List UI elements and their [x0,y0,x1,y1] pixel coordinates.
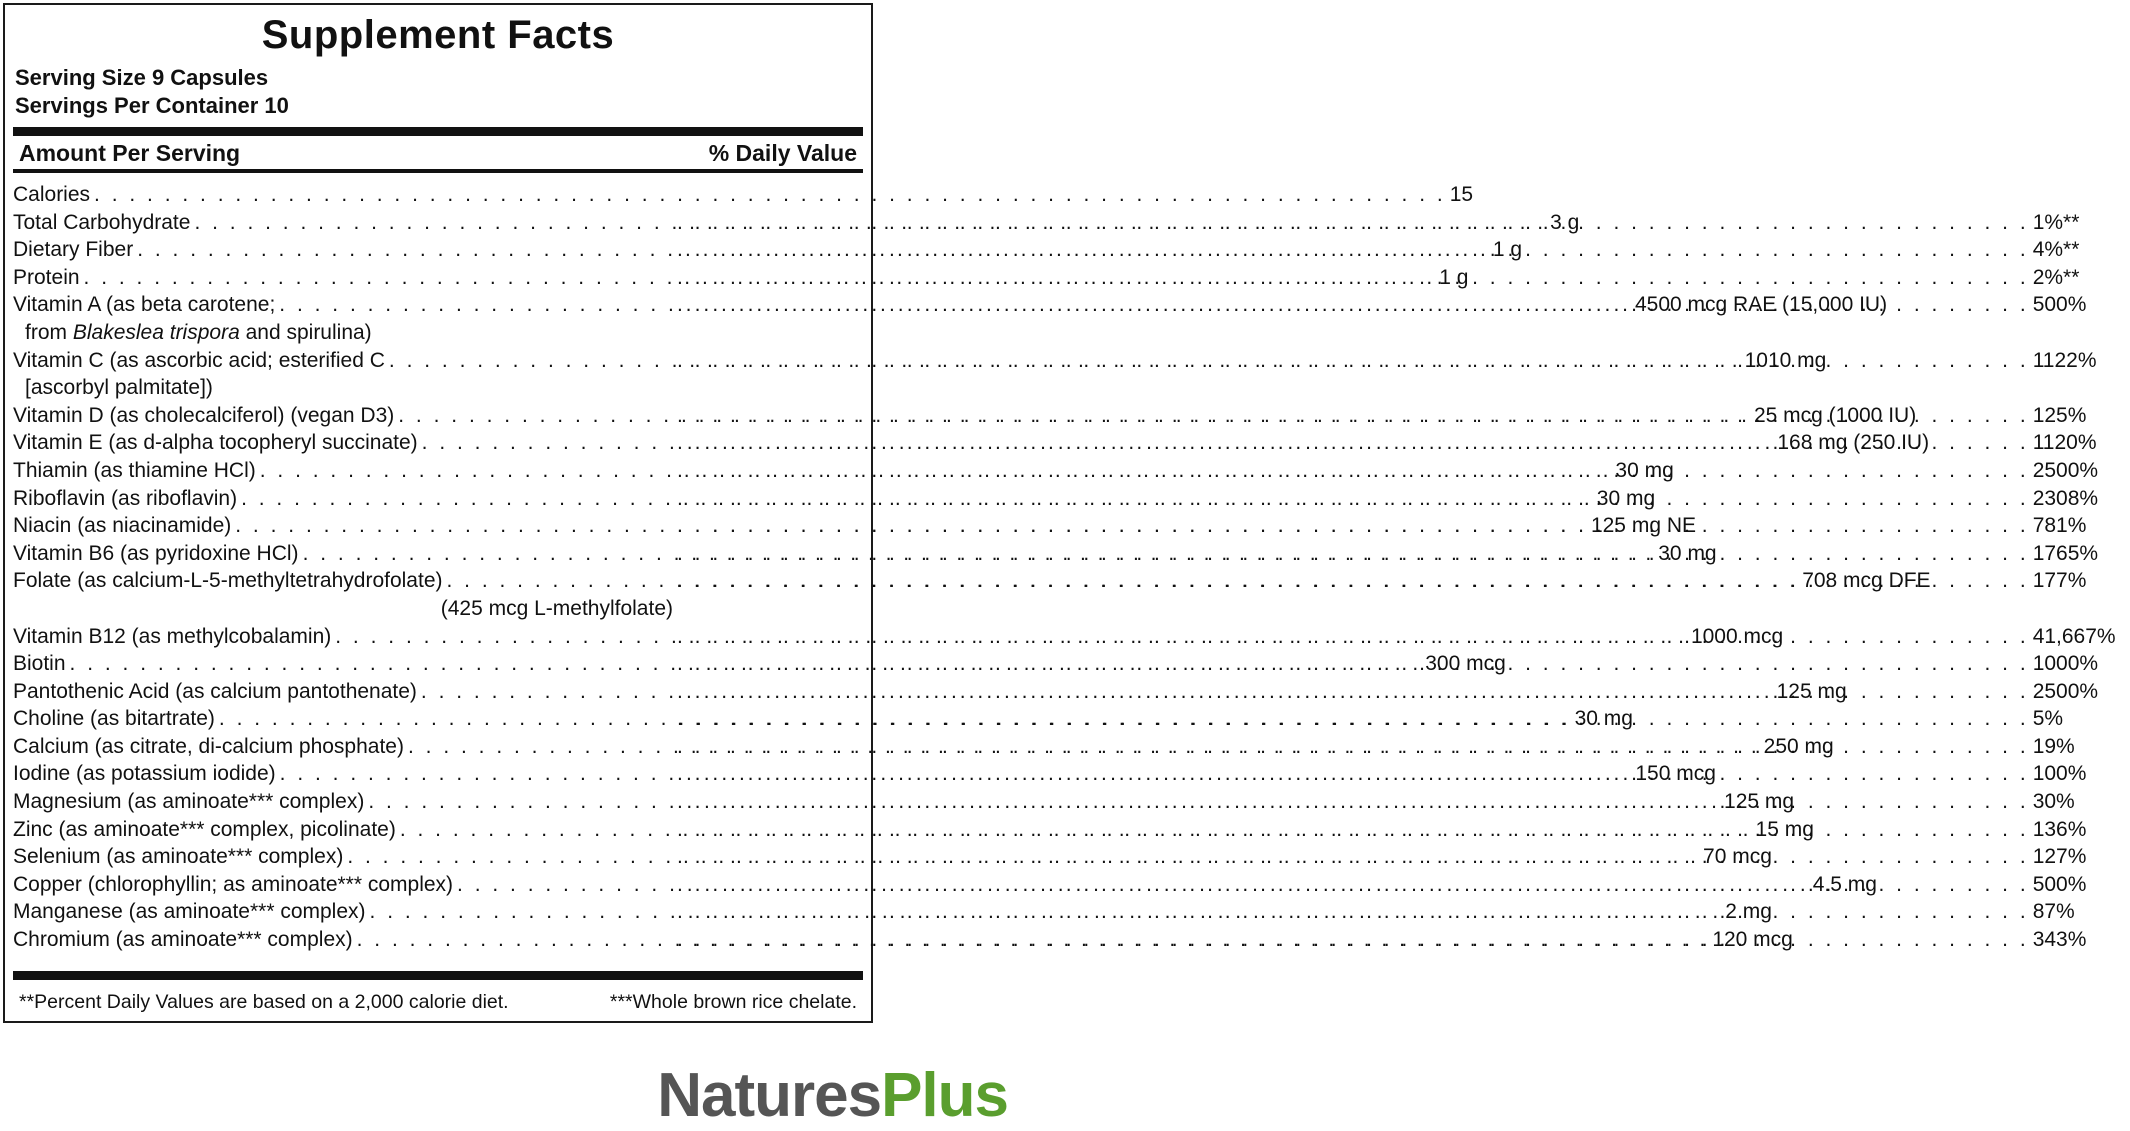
nutrient-amount: 30 mg [1596,486,1656,510]
source-note-text: and spirulina) [239,320,372,344]
nutrient-name: Folate (as calcium-L-5-methyltetrahydrofolate) [13,569,443,593]
nutrient-row [5,540,2099,568]
nutrient-row [5,623,2116,651]
nutrient-daily-value: 136% [2032,817,2087,841]
dot-leader [677,871,2029,899]
footnote-daily-value: **Percent Daily Values are based on a 2,000 calorie diet. [19,991,509,1013]
dot-leader [677,898,2029,926]
nutrient-amount: 30 mg [1615,458,1674,482]
servings-per-container: Servings Per Container 10 [15,93,289,118]
nutrient-name: Protein [13,265,80,289]
nutrient-daily-value: 1120% [2032,431,2097,455]
dot-leader [677,429,2029,457]
dot-leader [677,264,2029,292]
logo-part-natures: Natures [657,1061,882,1130]
nutrient-row [5,733,2075,761]
nutrient-amount: 150 mcg [1635,762,1716,786]
nutrient-daily-value: 781% [2032,514,2087,538]
nutrient-name: Vitamin B6 (as pyridoxine HCl) [13,541,299,565]
daily-value-header: % Daily Value [708,140,857,166]
nutrient-source-note: [ascorbyl palmitate]) [25,376,213,400]
nutrient-amount: 15 [1449,183,1474,206]
dot-leader [677,760,2029,788]
nutrient-row [5,429,2097,457]
nutrient-row [5,926,2087,954]
nutrient-name: Choline (as bitartrate) [13,707,215,731]
nutrient-row [5,236,2080,264]
nutrient-daily-value: 4%** [2032,238,2080,262]
nutrient-daily-value: 343% [2032,928,2087,952]
divider-thick-top [13,127,863,136]
nutrient-row [5,678,2099,706]
nutrient-name: Vitamin D (as cholecalciferol) (vegan D3) [13,403,395,427]
nutrient-row [5,898,2075,926]
nutrient-name: Calories [13,183,91,206]
amount-per-serving-header: Amount Per Serving [19,140,241,166]
nutrient-amount: 708 mcg DFE [1802,569,1931,593]
nutrient-row [5,264,2080,292]
dot-leader [677,678,2029,706]
nutrient-row [5,347,2097,402]
nutrient-daily-value: 2500% [2032,679,2099,703]
nutrient-amount: 120 mcg [1712,928,1793,952]
nutrient-row [5,788,2075,816]
nutrient-name: Biotin [13,652,66,676]
footnote-chelate: ***Whole brown rice chelate. [609,991,857,1013]
nutrient-amount: 30 mg [1574,707,1633,731]
nutrient-row [5,485,2099,513]
nutrient-name: Niacin (as niacinamide) [13,514,232,538]
nutrient-row [5,705,2064,733]
nutrient-row [5,871,2087,899]
nutrient-row [5,402,2087,430]
nutrient-amount: 3 g [1550,210,1580,234]
nutrient-name: Vitamin B12 (as methylcobalamin) [13,624,332,648]
nutrient-row [5,816,2087,844]
nutrient-daily-value: 2500% [2032,458,2099,482]
nutrient-amount: 1 g [1492,238,1523,262]
dot-leader [677,650,2029,678]
nutrient-daily-value: 1%** [2032,210,2080,234]
panel-title: Supplement Facts [261,13,615,57]
dot-leader [677,843,2029,871]
nutrient-daily-value: 87% [2032,900,2075,924]
nutrient-row [5,760,2087,788]
nutrient-daily-value: 127% [2032,845,2087,869]
nutrient-name: Manganese (as aminoate*** complex) [13,900,366,924]
nutrient-name: Vitamin C (as ascorbic acid; esterified C [13,348,385,372]
nutrient-row [5,209,2080,237]
nutrient-name: Vitamin E (as d-alpha tocopheryl succinate) [13,431,418,455]
nutrient-name: Magnesium (as aminoate*** complex) [13,790,365,814]
nutrient-row [5,181,1474,209]
nutrient-daily-value: 500% [2032,872,2087,896]
nutrient-name: Zinc (as aminoate*** complex, picolinate) [13,817,396,841]
dot-leader [677,788,2029,816]
nutrient-name: Copper (chlorophyllin; as aminoate*** complex) [13,872,454,896]
nutrient-daily-value: 19% [2032,734,2075,758]
nutrient-list [5,181,2116,954]
nutrient-amount: 125 mg NE [1590,514,1697,538]
dot-leader [677,485,2029,513]
nutrient-name: Chromium (as aminoate*** complex) [13,928,353,952]
nutrient-daily-value: 125% [2032,403,2087,427]
nutrient-row [5,567,2087,622]
logo-part-plus: Plus [881,1061,1008,1130]
nutrient-amount: 300 mcg [1425,652,1506,676]
supplement-facts-panel [3,3,2116,1023]
dot-leader [677,347,2029,375]
dot-leader [677,457,2029,485]
nutrient-amount: 30 mg [1658,541,1717,565]
nutrient-daily-value: 30% [2032,790,2075,814]
nutrient-amount: 4500 mcg RAE (15,000 IU) [1634,293,1888,317]
nutrient-amount: 168 mg (250 IU) [1777,431,1930,455]
nutrient-daily-value: 2308% [2032,486,2099,510]
nutrient-amount: 1 g [1439,265,1469,289]
nutrient-amount-note: (425 mcg L-methylfolate) [440,596,673,620]
nutrient-source-note [5,319,871,347]
nutrient-name: Total Carbohydrate [13,210,191,234]
nutrient-name: Vitamin A (as beta carotene; [13,293,276,317]
dot-leader [677,733,2029,761]
nutrient-daily-value: 5% [2032,707,2064,731]
dot-leader [677,209,2029,237]
divider-header [13,169,863,173]
nutrient-daily-value: 1122% [2032,348,2097,372]
nutrient-amount: 1010 mg [1744,348,1827,372]
nutrient-name: Iodine (as potassium iodide) [13,762,276,786]
nutrient-daily-value: 41,667% [2032,624,2116,648]
source-note-text: from [25,320,73,344]
dot-leader [677,512,2029,540]
nutrient-name: Pantothenic Acid (as calcium pantothenate) [13,679,417,703]
nutrient-name: Thiamin (as thiamine HCl) [13,458,256,482]
nutrient-daily-value: 1000% [2032,652,2099,676]
dot-leader [677,816,2029,844]
dot-leader [677,567,2029,595]
nutrient-amount: 1000 mcg [1690,624,1784,648]
divider-thick-bottom [13,971,863,980]
source-note-species: Blakeslea trispora [72,320,240,344]
nutrient-row [5,291,2087,346]
dot-leader [677,926,2029,954]
nutrient-amount: 2 mg [1725,900,1772,924]
nutrient-amount: 25 mcg (1000 IU) [1753,403,1917,427]
nutrient-name: Calcium (as citrate, di-calcium phosphate) [13,734,404,758]
dot-leader [677,236,2029,264]
dot-leader [677,291,2029,319]
nutrient-amount: 15 mg [1755,817,1814,841]
nutrient-amount: 125 mg [1776,679,1847,703]
dot-leader [677,402,2029,430]
dot-leader [677,705,2029,733]
nutrient-amount: 4.5 mg [1812,872,1877,896]
nutrient-row [5,843,2087,871]
nutrient-amount: 250 mg [1763,734,1834,758]
nutrient-name: Selenium (as aminoate*** complex) [13,845,344,869]
nutrient-daily-value: 1765% [2032,541,2099,565]
nutrient-row [5,650,2099,678]
nutrient-name: Dietary Fiber [13,238,134,262]
dot-leader [677,540,2029,568]
nutrient-amount: 70 mcg [1703,845,1772,869]
serving-size: Serving Size 9 Capsules [15,65,269,90]
nutrient-daily-value: 500% [2032,293,2087,317]
naturesplus-logo [657,1060,1008,1131]
nutrient-daily-value: 100% [2032,762,2087,786]
nutrient-name: Riboflavin (as riboflavin) [13,486,238,510]
nutrient-row [5,457,2099,485]
nutrient-daily-value: 2%** [2032,265,2080,289]
dot-leader [94,181,1446,209]
nutrient-amount: 125 mg [1724,790,1795,814]
dot-leader [677,623,2029,651]
nutrient-daily-value: 177% [2032,569,2087,593]
nutrient-row [5,512,2087,540]
